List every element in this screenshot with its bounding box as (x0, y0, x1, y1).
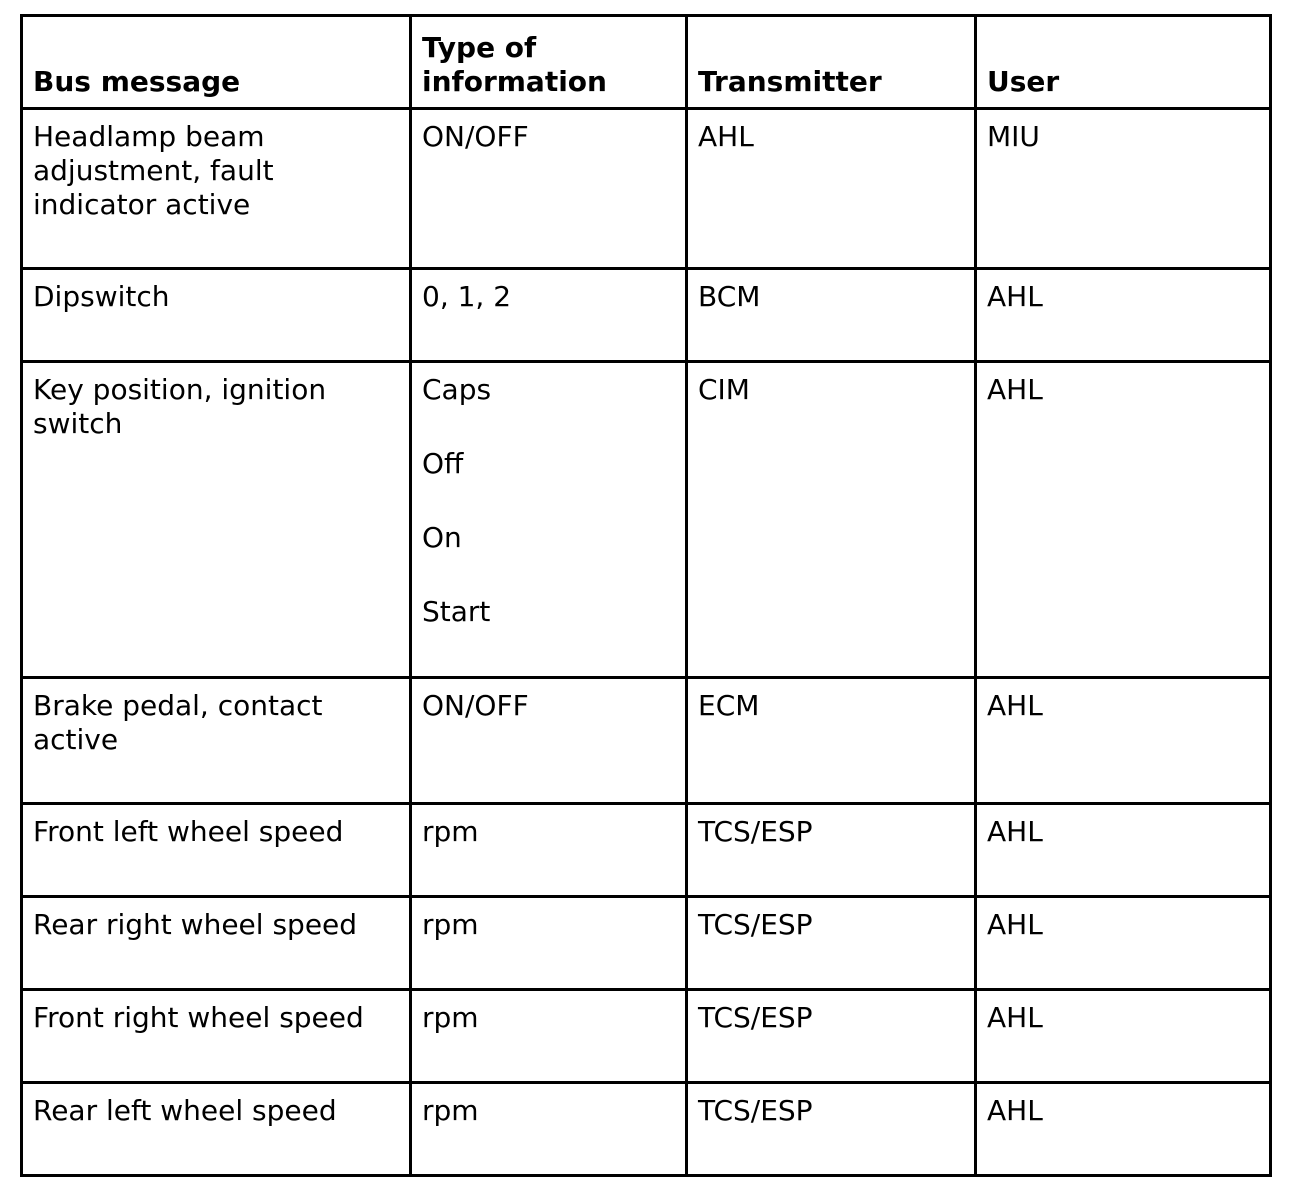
cell-type: ON/OFF (411, 678, 687, 804)
cell-bus-message: Headlamp beam adjustment, fault indicator active (22, 109, 411, 269)
table-row (22, 109, 1271, 269)
table-row (22, 362, 1271, 678)
cell-type: rpm (411, 990, 687, 1083)
cell-user: AHL (976, 362, 1271, 678)
bus-message-table (20, 14, 1272, 1177)
cell-user: MIU (976, 109, 1271, 269)
cell-transmitter: TCS/ESP (687, 990, 976, 1083)
cell-type: 0, 1, 2 (411, 269, 687, 362)
cell-transmitter: CIM (687, 362, 976, 678)
cell-type: rpm (411, 804, 687, 897)
cell-user: AHL (976, 804, 1271, 897)
table-row (22, 897, 1271, 990)
cell-user: AHL (976, 990, 1271, 1083)
cell-user: AHL (976, 1083, 1271, 1176)
type-line-on: On (422, 521, 462, 554)
header-type-of-information: Type of information (411, 16, 687, 109)
table-row (22, 990, 1271, 1083)
cell-type: ON/OFF (411, 109, 687, 269)
cell-transmitter: BCM (687, 269, 976, 362)
cell-bus-message: Brake pedal, contact active (22, 678, 411, 804)
cell-type: rpm (411, 1083, 687, 1176)
cell-bus-message: Dipswitch (22, 269, 411, 362)
cell-bus-message: Front left wheel speed (22, 804, 411, 897)
cell-bus-message: Rear left wheel speed (22, 1083, 411, 1176)
header-user: User (976, 16, 1271, 109)
cell-user: AHL (976, 269, 1271, 362)
cell-user: AHL (976, 678, 1271, 804)
cell-transmitter: TCS/ESP (687, 1083, 976, 1176)
cell-bus-message: Front right wheel speed (22, 990, 411, 1083)
table-header-row (22, 16, 1271, 109)
cell-transmitter: TCS/ESP (687, 897, 976, 990)
type-line-off: Off (422, 447, 464, 480)
cell-transmitter: ECM (687, 678, 976, 804)
type-line-start: Start (422, 595, 491, 628)
cell-type (411, 362, 687, 678)
type-line-caps: Caps (422, 373, 492, 406)
table-row (22, 804, 1271, 897)
table-row (22, 678, 1271, 804)
header-bus-message: Bus message (22, 16, 411, 109)
table-row (22, 269, 1271, 362)
cell-transmitter: AHL (687, 109, 976, 269)
table-row (22, 1083, 1271, 1176)
header-transmitter: Transmitter (687, 16, 976, 109)
cell-bus-message: Rear right wheel speed (22, 897, 411, 990)
cell-user: AHL (976, 897, 1271, 990)
cell-type: rpm (411, 897, 687, 990)
cell-bus-message: Key position, ignition switch (22, 362, 411, 678)
cell-transmitter: TCS/ESP (687, 804, 976, 897)
